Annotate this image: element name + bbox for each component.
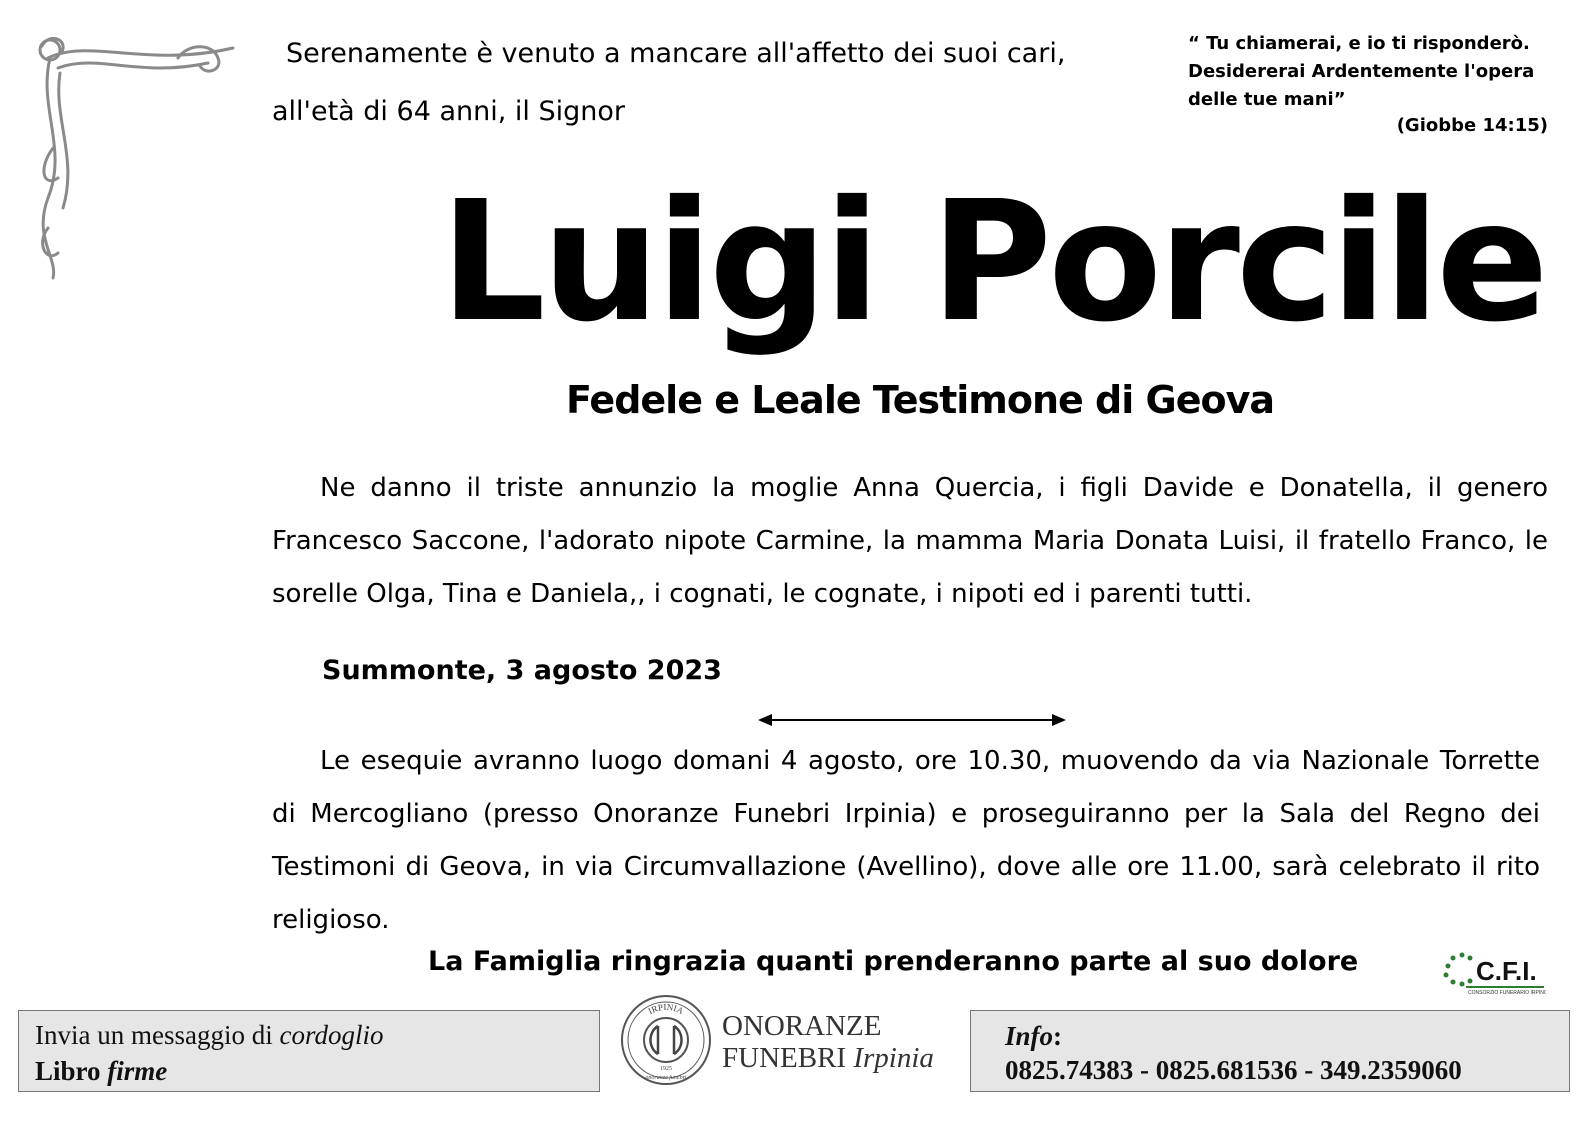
cfi-logo-icon xyxy=(1440,946,1546,996)
agency-name-line2-text: FUNEBRI xyxy=(722,1042,854,1074)
condolence-label: Invia un messaggio di xyxy=(35,1020,280,1050)
family-thanks: La Famiglia ringrazia quanti prenderanno parte al suo dolore xyxy=(428,946,1359,977)
info-box xyxy=(970,1010,1570,1092)
intro-line-2: all'età di 64 anni, il Signor xyxy=(272,96,625,127)
bible-quote xyxy=(1188,30,1548,140)
info-label: Info xyxy=(1005,1021,1054,1051)
agency-name xyxy=(722,1010,934,1074)
cfi-logo-caption: CONSORZIO FUNERARIO IRPINO xyxy=(1468,990,1546,996)
guestbook-label-em: firme xyxy=(107,1056,168,1086)
funeral-paragraph: Le esequie avranno luogo domani 4 agosto, ore 10.30, muovendo da via Nazionale Torrette di Mercogliano (presso Onoranze Funebri Irpinia) e proseguiranno per la Sala del Regno dei Testimoni di Geova, in via Circumvallazione (Avellino), dove alle ore 11.00, sarà celebrato il rito religioso. xyxy=(272,746,1540,935)
corner-ornament-icon xyxy=(28,28,238,288)
deceased-subtitle: Fedele e Leale Testimone di Geova xyxy=(566,378,1274,422)
agency-name-line1: ONORANZE xyxy=(722,1010,882,1042)
agency-name-line2 xyxy=(722,1042,934,1074)
cfi-logo xyxy=(1440,946,1546,996)
phone-numbers[interactable]: 0825.74383 - 0825.681536 - 349.2359060 xyxy=(1005,1055,1462,1085)
condolence-label-em: cordoglio xyxy=(279,1020,384,1050)
deceased-name: Luigi Porcile xyxy=(440,166,1545,359)
info-heading xyxy=(1005,1019,1535,1053)
seal-bottom-text: onoranze funebri xyxy=(645,1075,687,1081)
double-arrow-icon xyxy=(758,710,1066,730)
condolence-box[interactable] xyxy=(18,1010,600,1092)
place-date: Summonte, 3 agosto 2023 xyxy=(322,655,722,686)
seal-top-text: IRPINIA xyxy=(646,1001,686,1017)
agency-seal-logo xyxy=(618,992,714,1088)
agency-name-line2-em: Irpinia xyxy=(853,1042,934,1074)
guestbook-link[interactable] xyxy=(35,1053,583,1089)
announcement-paragraph: Ne danno il triste annunzio la moglie Anna Quercia, i figli Davide e Donatella, il genero Francesco Saccone, l'adorato nipote Carmine, la mamma Maria Donata Luisi, il fratello Franco, le sorelle Olga, Tina e Daniela,, i cognati, le cognate, i nipoti ed i parenti tutti. xyxy=(272,473,1548,609)
guestbook-label: Libro xyxy=(35,1056,108,1086)
cfi-logo-text: C.F.I. xyxy=(1476,956,1537,986)
quote-reference: (Giobbe 14:15) xyxy=(1396,115,1548,136)
condolence-link[interactable] xyxy=(35,1017,583,1053)
intro-line-1: Serenamente è venuto a mancare all'affetto dei suoi cari, xyxy=(286,38,1066,69)
seal-year: 1925 xyxy=(660,1066,672,1072)
quote-text: “ Tu chiamerai, e io ti risponderò. Desidererai Ardentemente l'opera delle tue mani” xyxy=(1188,33,1535,110)
info-colon: : xyxy=(1053,1021,1063,1051)
